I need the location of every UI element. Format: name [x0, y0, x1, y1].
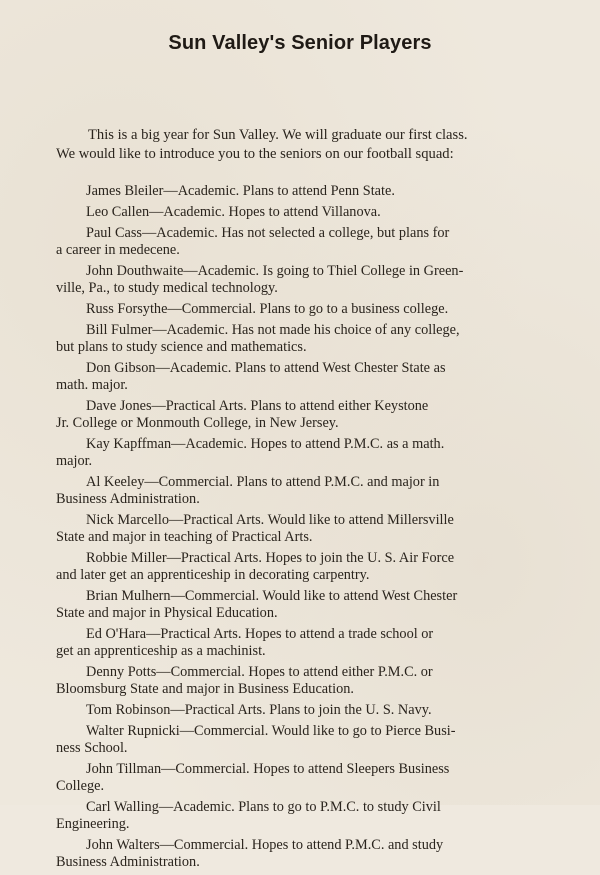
player-entry: [56, 225, 546, 259]
player-entry-continuation: major.: [56, 453, 93, 469]
player-entry-continuation: Business Administration.: [56, 491, 200, 507]
player-entry-continuation: Business Administration.: [56, 854, 200, 870]
senior-players-list: [56, 183, 546, 875]
player-entry-continuation: math. major.: [56, 377, 128, 393]
player-entry-continuation: State and major in teaching of Practical Arts.: [56, 529, 313, 545]
player-entry: [56, 322, 546, 356]
player-entry-continuation: and later get an apprenticeship in decorating carpentry.: [56, 567, 370, 583]
player-entry-line: John Walters—Commercial. Hopes to attend P.M.C. and study: [86, 837, 444, 853]
player-entry-line: Don Gibson—Academic. Plans to attend West Chester State as: [86, 360, 446, 376]
player-entry-line: Nick Marcello—Practical Arts. Would like to attend Millersville: [86, 512, 454, 528]
player-entry-line: Kay Kapffman—Academic. Hopes to attend P.M.C. as a math.: [86, 436, 445, 452]
player-entry-line: Brian Mulhern—Commercial. Would like to attend West Chester: [86, 588, 458, 604]
player-entry-line: James Bleiler—Academic. Plans to attend Penn State.: [86, 183, 395, 199]
player-entry-line: John Tillman—Commercial. Hopes to attend Sleepers Business: [86, 761, 450, 777]
player-entry: [56, 626, 546, 660]
player-entry-line: Tom Robinson—Practical Arts. Plans to join the U. S. Navy.: [86, 702, 432, 718]
player-entry: [56, 360, 546, 394]
player-entry: [56, 263, 546, 297]
player-entry-line: Ed O'Hara—Practical Arts. Hopes to attend a trade school or: [86, 626, 434, 642]
player-entry-line: John Douthwaite—Academic. Is going to Thiel College in Green-: [86, 263, 464, 279]
player-entry-continuation: ness School.: [56, 740, 128, 756]
player-entry: [56, 837, 546, 871]
player-entry: [56, 512, 546, 546]
player-entry-line: Bill Fulmer—Academic. Has not made his choice of any college,: [86, 322, 460, 338]
player-entry-continuation: get an apprenticeship as a machinist.: [56, 643, 266, 659]
player-entry-line: Denny Potts—Commercial. Hopes to attend either P.M.C. or: [86, 664, 433, 680]
intro-line: This is a big year for Sun Valley. We will graduate our first class.: [88, 127, 468, 143]
player-entry-line: Paul Cass—Academic. Has not selected a college, but plans for: [86, 225, 450, 241]
player-entry-continuation: College.: [56, 778, 105, 794]
player-entry: [56, 702, 546, 719]
player-entry-line: Carl Walling—Academic. Plans to go to P.M.C. to study Civil: [86, 799, 441, 815]
player-entry: [56, 204, 546, 221]
player-entry-line: Leo Callen—Academic. Hopes to attend Villanova.: [86, 204, 381, 220]
player-entry: [56, 761, 546, 795]
player-entry-continuation: ville, Pa., to study medical technology.: [56, 280, 278, 296]
player-entry-continuation: Jr. College or Monmouth College, in New Jersey.: [56, 415, 339, 431]
intro-line: We would like to introduce you to the seniors on our football squad:: [56, 146, 454, 162]
player-entry-line: Al Keeley—Commercial. Plans to attend P.M.C. and major in: [86, 474, 440, 490]
player-entry-continuation: Bloomsburg State and major in Business Education.: [56, 681, 354, 697]
player-entry: [56, 550, 546, 584]
player-entry-continuation: but plans to study science and mathematics.: [56, 339, 307, 355]
player-entry-continuation: a career in medecene.: [56, 242, 180, 258]
player-entry: [56, 301, 546, 318]
player-entry-line: Walter Rupnicki—Commercial. Would like to go to Pierce Busi-: [86, 723, 456, 739]
player-entry: [56, 588, 546, 622]
player-entry: [56, 474, 546, 508]
player-entry-continuation: State and major in Physical Education.: [56, 605, 278, 621]
player-entry: [56, 436, 546, 470]
player-entry-line: Russ Forsythe—Commercial. Plans to go to a business college.: [86, 301, 449, 317]
player-entry: [56, 183, 546, 200]
player-entry-line: Dave Jones—Practical Arts. Plans to attend either Keystone: [86, 398, 429, 414]
page-title: Sun Valley's Senior Players: [168, 32, 432, 54]
player-entry: [56, 799, 546, 833]
player-entry-line: Robbie Miller—Practical Arts. Hopes to join the U. S. Air Force: [86, 550, 455, 566]
intro-paragraph: [56, 126, 546, 164]
player-entry: [56, 664, 546, 698]
player-entry: [56, 723, 546, 757]
player-entry-continuation: Engineering.: [56, 816, 130, 832]
player-entry: [56, 398, 546, 432]
